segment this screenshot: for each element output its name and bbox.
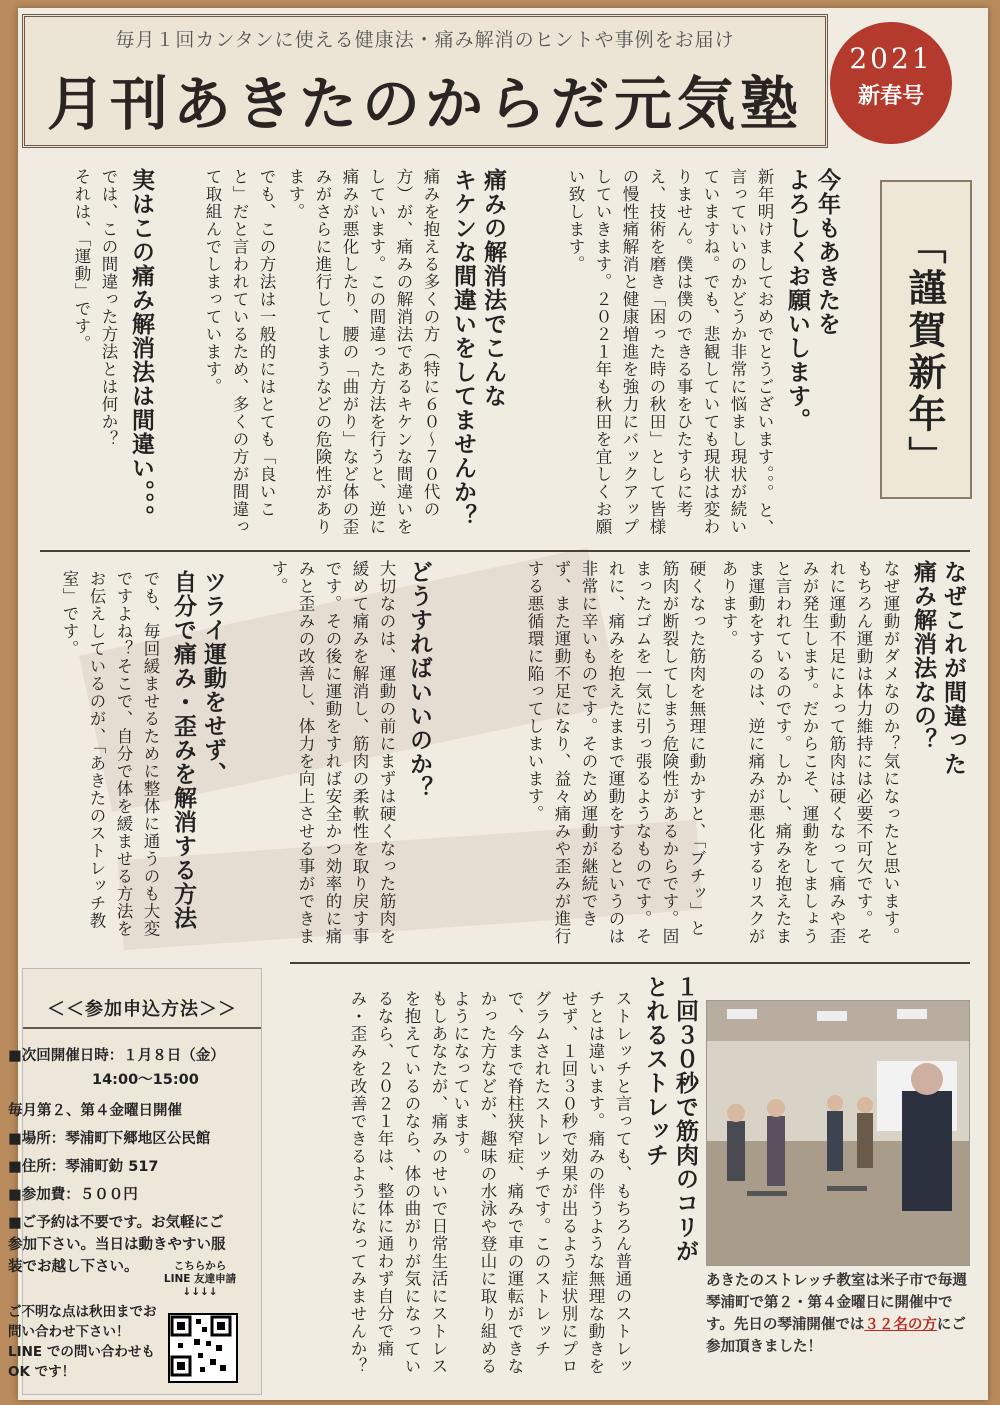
sec4-heading: なぜこれが間違った 痛み解消法なの？ <box>910 560 966 776</box>
line-qr-code[interactable] <box>168 1313 238 1383</box>
sec4-body2: 硬くなった筋肉を無理に動かすと、「ブチッ」と筋肉が断裂してしまう危険性があるからです。固まったゴムを一気に引っ張るようなものです。それに、痛みを抱えたままで運動をするというのは非常に辛いものです。そのため運動が継続できず、また運動不足になり、益々痛みや歪みが進行する悪循環に陥ってしまいます。 <box>525 560 706 945</box>
apply-divider <box>23 1027 261 1029</box>
sec2-heading: 痛みの解消法でこんな キケンな間違いをしてませんか？ <box>450 168 506 528</box>
greeting-box <box>880 180 972 499</box>
apply-address: ■住所：琴浦町釛 517 <box>8 1159 159 1175</box>
sec2-body: 痛みを抱える多くの方（特に６０〜７０代の方）が、痛みの解消法であるキケンな間違いをしています。この間違った方法を行うと、逆に痛みが悪化したり、腰の「曲がり」など体の歪みがさらに進行してしまうなどの危険性があります。 <box>286 168 440 536</box>
sec5-heading: どうすればいいのか？ <box>406 560 432 800</box>
apply-schedule: 毎月第２、第４金曜日開催 <box>8 1103 182 1119</box>
apply-title: ＜＜参加申込方法＞＞ <box>47 999 237 1020</box>
photo-caption <box>706 1270 972 1358</box>
class-photo <box>706 1000 970 1266</box>
apply-fee: ■参加費：５００円 <box>8 1187 138 1203</box>
sec1-body: 新年明けましておめでとうございます。。。と、言っていいのかどうか非常に悩まし現状が続いていますね。でも、悲観していても現状は変わりません。僕は僕のできる事をひたすらに考え、技術を磨き「困った時の秋田」として皆様の慢性痛解消と健康増進を強力にバックアップしていきます。２０２１年も秋田を宜しくお願い致します。 <box>566 168 774 537</box>
sec7-body: ストレッチと言っても、もちろん普通のストレッチとは違います。痛みの伴うような無理な動きをせず、１回３０秒で効果が出るよう症状別にプログラムされたストレッチです。このストレッチで、今まで脊柱狭窄症、痛みで車の運転ができなかった方などが、趣味の水泳や登山に取り組めるようになっています。 <box>451 990 632 1375</box>
sec7-heading: １回３０秒で筋肉のコリが とれるストレッチ <box>642 975 698 1263</box>
line-link-label: こちらから LINE 友達申請 ↓↓↓↓ <box>163 1260 237 1298</box>
sec6-heading: ツライ運動をせず、 自分で痛み・歪みを解消する方法 <box>170 570 226 930</box>
sec3-body: では、この間違った方法とは何か？ それは、「運動」です。 <box>72 168 118 448</box>
sec1-heading: 今年もあきたを よろしくお願いします。 <box>784 168 840 432</box>
apply-note: ■ご予約は不要です。お気軽にご参加下さい。当日は動きやすい服装でお越し下さい。 <box>8 1215 226 1275</box>
divider <box>290 962 970 964</box>
newsletter-title: 月刊あきたのからだ元気塾 <box>46 70 803 138</box>
edition-name: 新春号 <box>857 83 924 109</box>
edition-badge <box>830 22 952 144</box>
caption-highlight: ３２名の方 <box>864 1317 937 1333</box>
sec6-body: でも、毎回緩ませるために整体に通うのも大変ですよね？そこで、自分で体を緩ませる方法をお伝えしているのが、「あきたのストレッチ教室」です。 <box>60 570 160 938</box>
apply-date: ■次回開催日時：１月８日（金） <box>8 1048 225 1064</box>
sec3-heading: 実はこの痛み解消法は間違い。。。 <box>128 168 154 529</box>
greeting-text: 「謹賀新年」 <box>902 226 947 478</box>
apply-contact: ご不明な点は秋田までお問い合わせ下さい！LINE での問い合わせも OK です！ <box>8 1304 157 1380</box>
masthead <box>22 14 828 148</box>
sec5-body: 大切なのは、運動の前にまずは硬くなった筋肉を緩めて痛みを解消し、筋肉の柔軟性を取り戻す事です。その後に運動をすれば安全かつ効率的に痛みと歪みの改善し、体力を向上させる事ができます。 <box>269 560 396 945</box>
apply-place: ■場所：琴浦町下郷地区公民館 <box>8 1131 211 1147</box>
divider <box>40 550 970 552</box>
sec4-body: なぜ運動がダメなのか？気になったと思います。もちろん運動は体力維持には必要不可欠です。それに運動不足によって筋肉は硬くなって痛みや歪みが発生します。だからこそ、運動をしましょうと言われているのです。しかし、痛みを抱えたまま運動をするのは、逆に痛みが悪化するリスクがあります。 <box>719 560 900 945</box>
tagline: 毎月１回カンタンに使える健康法・痛み解消のヒントや事例をお届け <box>115 29 735 51</box>
caption-part-b: にご参加頂きました！ <box>706 1317 966 1355</box>
apply-time: 14:00〜15:00 <box>92 1072 199 1088</box>
caption-part-a: あきたのストレッチ教室は米子市で毎週琴浦町で第２・第４金曜日に開催中です。先日の琴浦開催では <box>706 1273 967 1333</box>
sec2-body2: でも、この方法は一般的にはとても「良いこと」だと言われているため、多くの方が間違って取組んでしまっています。 <box>203 168 276 536</box>
edition-year: 2021 <box>849 42 933 75</box>
sec7-body2: もしあなたが、痛みのせいで日常生活にストレスを抱えているのなら、体の曲がりが気になっているなら、２０２１年は、整体に通わず自分で痛み・歪みを改善できるようになってみませんか？ <box>348 990 448 1375</box>
